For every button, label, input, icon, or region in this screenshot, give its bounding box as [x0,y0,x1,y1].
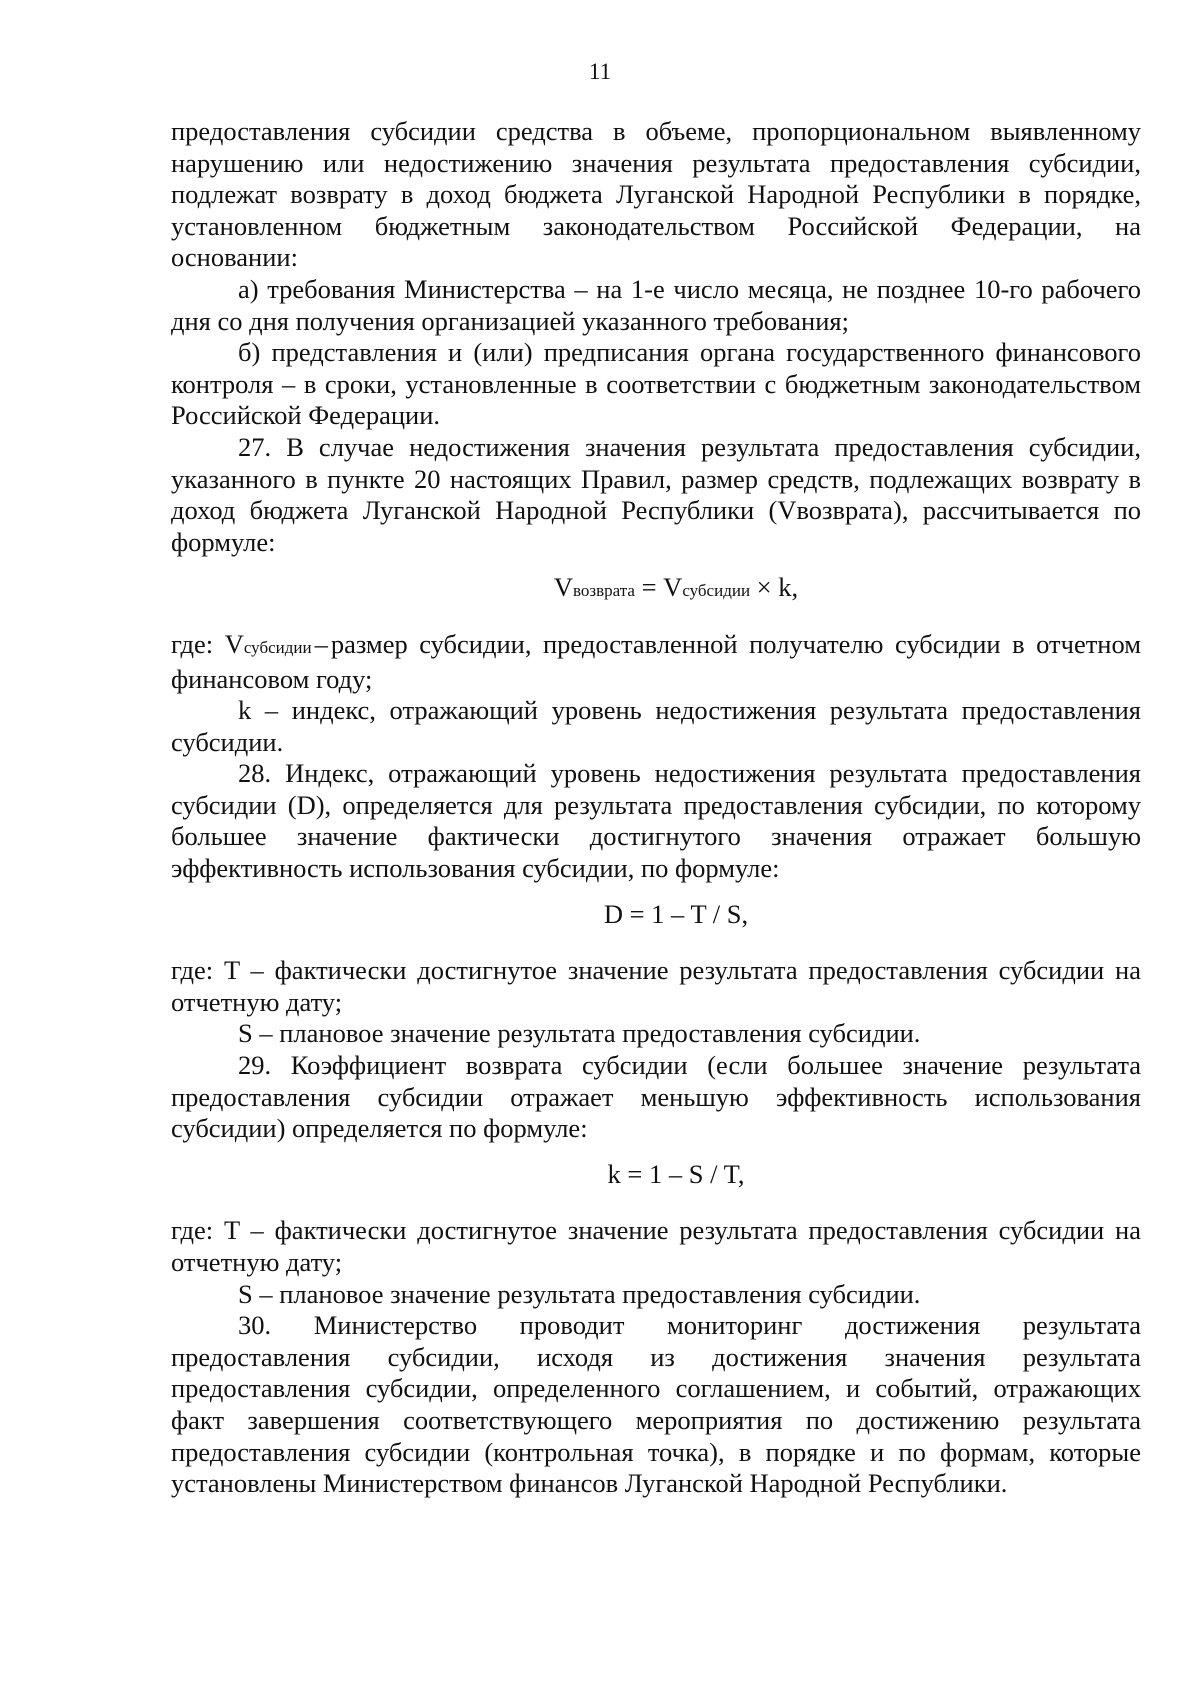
where-v-text: размер субсидии, предоставленной получателю субсидии в отчетном финансовом году; [171,628,1141,694]
paragraph-clause-29: 29. Коэффициент возврата субсидии (если большее значение результата предоставления субсидии отражает меньшую эффективность использования субсидии) определяется по формуле: [171,1050,1141,1144]
formula-subscript-return: возврата [573,581,635,601]
formula-index-d: D = 1 – T / S, [603,898,749,929]
formula-v-symbol: V [553,572,574,603]
where-v-subscript: субсидии [243,637,312,657]
paragraph-where-k: k – индекс, отражающий уровень недостижения результата предоставления субсидии. [171,695,1141,757]
paragraph-where-t: где: T – фактически достигнутое значение результата предоставления субсидии на отчетную дату; [171,1215,1141,1277]
where-dash: – [314,628,328,659]
formula-tail: × k, [750,572,799,603]
formula-equals: = [634,572,664,603]
where-lead: где: [171,628,225,659]
formula-subscript-subsidy: субсидии [682,581,751,601]
paragraph-item-a: а) требования Министерства – на 1-е число месяца, не позднее 10-го рабочего дня со дня получения организацией указанного требования; [171,273,1141,336]
paragraph-clause-28: 28. Индекс, отражающий уровень недостижения результата предоставления субсидии (D), определяется для результата предоставления субсидии, по которому большее значение фактически достигнутого значения отражает большую эффективность использования субсидии, по формуле: [171,758,1141,884]
page-number: 11 [588,59,612,84]
paragraph-where-t: где: T – фактически достигнутое значение результата предоставления субсидии на отчетную дату; [171,955,1141,1017]
paragraph-clause-30: 30. Министерство проводит мониторинг достижения результата предоставления субсидии, исходя из достижения значения результата предоставления субсидии, определенного соглашением, и событий, отражающих факт завершения соответствующего мероприятия по достижению результата предоставления субсидии (контрольная точка), в порядке и по формам, которые установлены Министерством финансов Луганской Народной Республики. [171,1310,1141,1499]
document-body [171,116,1141,1500]
paragraph-item-b: б) представления и (или) предписания органа государственного финансового контроля – в сроки, установленные в соответствии с бюджетным законодательством Российской Федерации. [171,337,1141,431]
paragraph-where-v [171,629,1141,695]
paragraph-clause-27: 27. В случае недостижения значения результата предоставления субсидии, указанного в пункте 20 настоящих Правил, размер средств, подлежащих возврату в доход бюджета Луганской Народной Республики (Vвозврата), рассчитывается по формуле: [171,431,1141,557]
where-v-symbol: V [224,628,244,659]
paragraph-where-s: S – плановое значение результата предоставления субсидии. [238,1018,921,1049]
formula-v-symbol: V [663,572,683,603]
formula-coefficient-k: k = 1 – S / T, [607,1158,745,1189]
formula-return-volume [171,572,1141,604]
paragraph-where-s: S – плановое значение результата предоставления субсидии. [238,1278,921,1309]
paragraph: предоставления субсидии средства в объеме, пропорциональном выявленному нарушению или недостижению значения результата предоставления субсидии, подлежат возврату в доход бюджета Луганской Народной Республики в порядке, установленном бюджетным законодательством Российской Федерации, на основании: [171,116,1141,273]
